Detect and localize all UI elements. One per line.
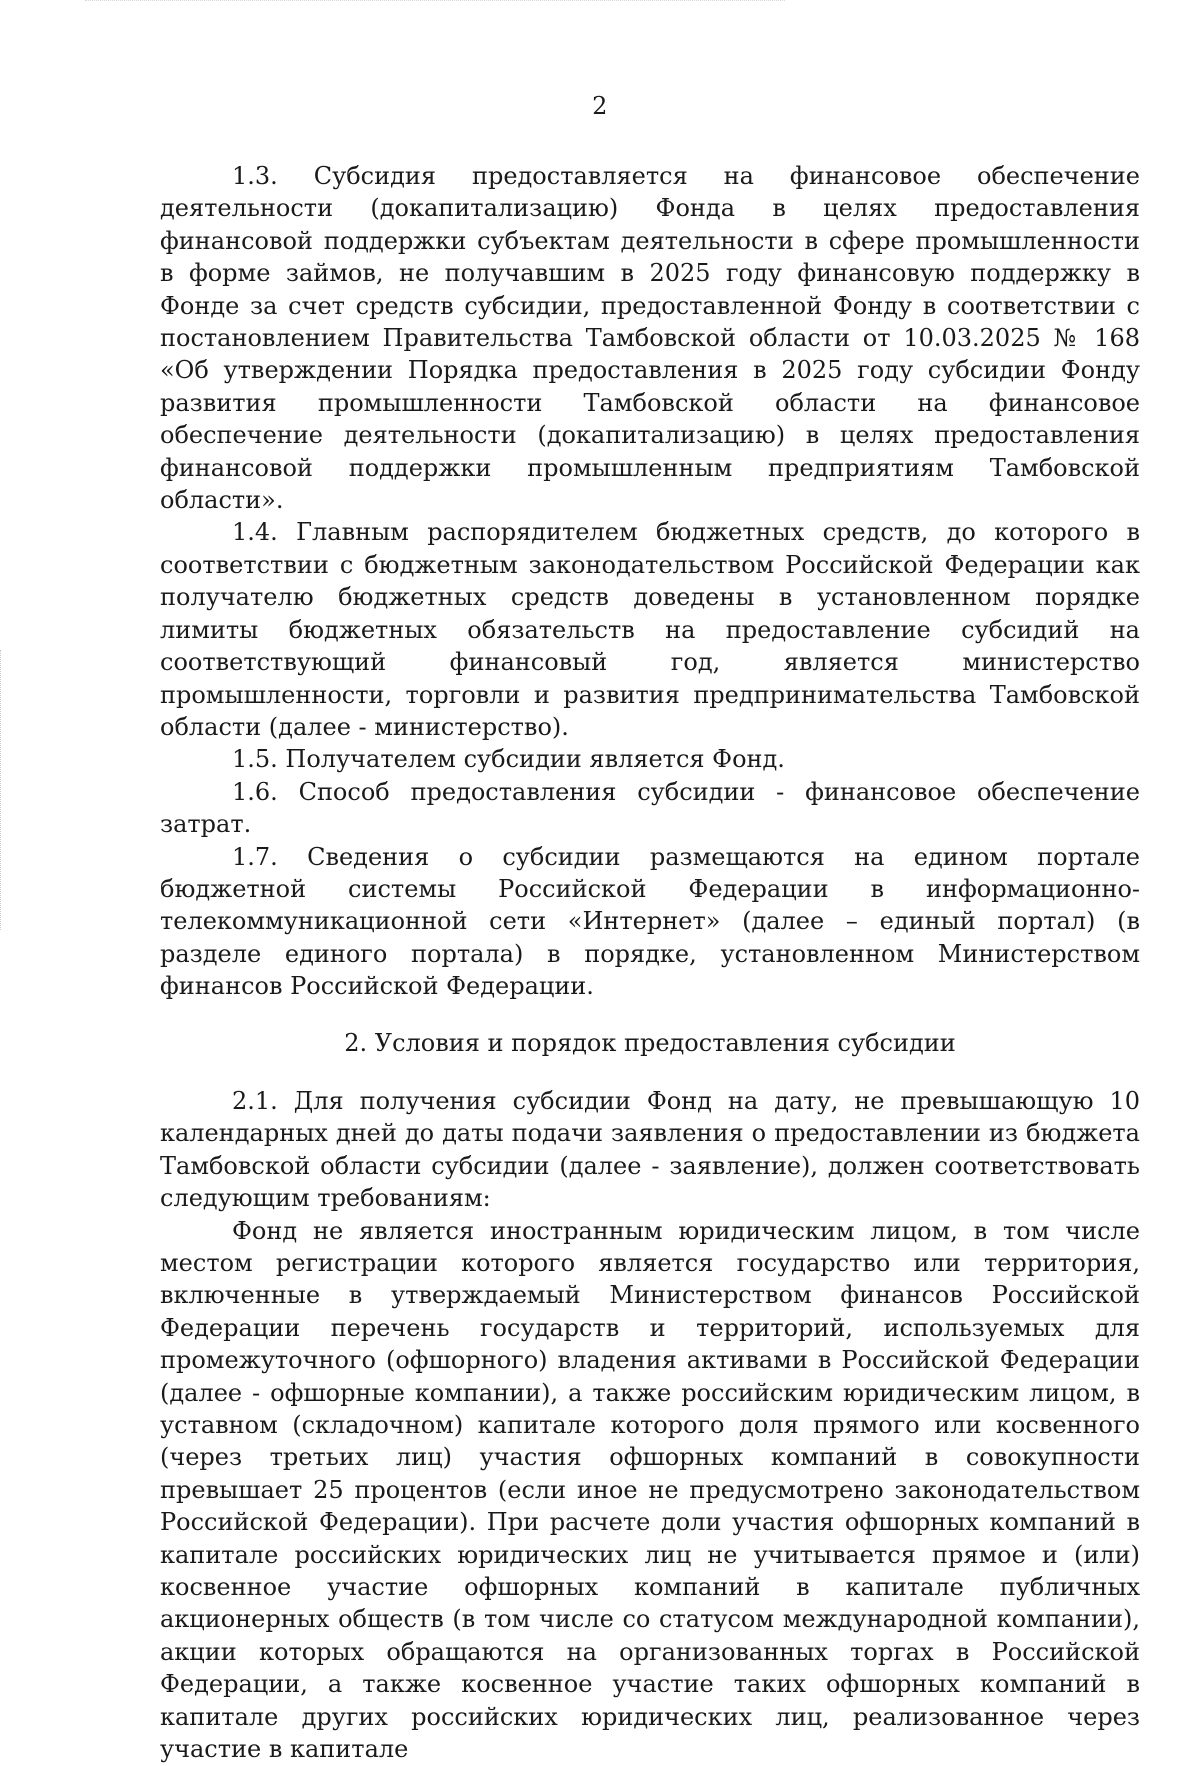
- document-body: [160, 160, 1140, 1766]
- page-number: 2: [592, 92, 608, 120]
- paragraph-1-6: 1.6. Способ предоставления субсидии - финансовое обеспечение затрат.: [160, 777, 1140, 839]
- paragraph-1-4: 1.4. Главным распорядителем бюджетных средств, до которого в соответствии с бюджетным законодательством Российской Федерации как получателю бюджетных средств доведены в установленном порядке лимиты бюджетных обязательств на предоставление субсидий на соответствующий финансовый год, является министерство промышленности, торговли и развития предпринимательства Тамбовской области (далее - министерство).: [160, 518, 1140, 741]
- paragraph-1-5: 1.5. Получателем субсидии является Фонд.: [232, 745, 785, 774]
- paragraph-1-3: 1.3. Субсидия предоставляется на финансовое обеспечение деятельности (докапитализацию) Фонда в целях предоставления финансовой поддержки субъектам деятельности в сфере промышленности в форме займов, не получавшим в 2025 году финансовую поддержку в Фонде за счет средств субсидии, предоставленной Фонду в соответствии с постановлением Правительства Тамбовской области от 10.03.2025 № 168 «Об утверждении Порядка предоставления в 2025 году субсидии Фонду развития промышленности Тамбовской области на финансовое обеспечение деятельности (докапитализацию) в целях предоставления финансовой поддержки промышленным предприятиям Тамбовской области».: [160, 162, 1140, 515]
- section-2-title: 2. Условия и порядок предоставления субсидии: [344, 1028, 956, 1057]
- paragraph-1-7: 1.7. Сведения о субсидии размещаются на едином портале бюджетной системы Российской Федерации в информационно-телекоммуникационной сети «Интернет» (далее – единый портал) (в разделе единого портала) в порядке, установленном Министерством финансов Российской Федерации.: [160, 842, 1140, 1001]
- paragraph-2-1-requirement: Фонд не является иностранным юридическим лицом, в том числе местом регистрации которого является государство или территория, включенные в утверждаемый Министерством финансов Российской Федерации перечень государств и территорий, используемых для промежуточного (офшорного) владения активами в Российской Федерации (далее - офшорные компании), а также российским юридическим лицом, в уставном (складочном) капитале которого доля прямого или косвенного (через третьих лиц) участия офшорных компаний в совокупности превышает 25 процентов (если иное не предусмотрено законодательством Российской Федерации). При расчете доли участия офшорных компаний в капитале российских юридических лиц не учитывается прямое и (или) косвенное участие офшорных компаний в капитале публичных акционерных обществ (в том числе со статусом международной компании), акции которых обращаются на организованных торгах в Российской Федерации, а также косвенное участие таких офшорных компаний в капитале других российских юридических лиц, реализованное через участие в капитале: [160, 1216, 1140, 1764]
- scan-side-marks: [0, 650, 4, 930]
- paragraph-2-1: 2.1. Для получения субсидии Фонд на дату, не превышающую 10 календарных дней до даты подачи заявления о предоставлении из бюджета Тамбовской области субсидии (далее - заявление), должен соответствовать следующим требованиям:: [160, 1086, 1140, 1213]
- scan-edge-marks: [85, 0, 785, 5]
